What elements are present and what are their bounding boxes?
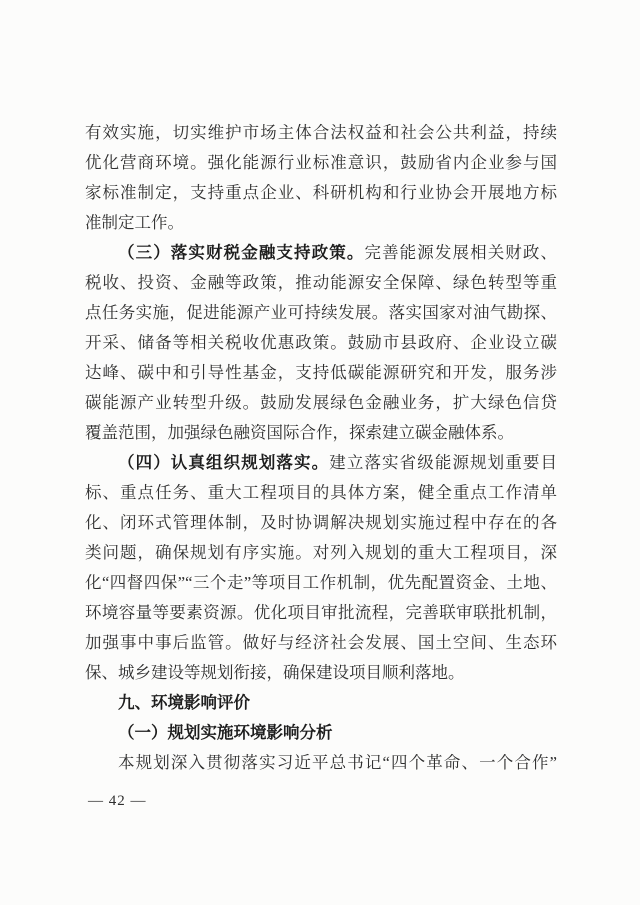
bold-run: （四）认真组织规划落实。 xyxy=(118,453,330,472)
text-line xyxy=(85,178,557,208)
text-line xyxy=(85,118,557,148)
text-line xyxy=(85,148,557,178)
text-run: 建立落实省级能源规划重要目 xyxy=(329,453,558,472)
text-line xyxy=(85,268,557,298)
text-run: 优化营商环境。强化能源行业标准意识，鼓励省内企业参与国 xyxy=(85,153,557,172)
document-body xyxy=(85,118,557,778)
text-run: 化“四督四保”“三个走”等项目工作机制，优先配置资金、土地、 xyxy=(85,573,557,592)
text-run: 有效实施，切实维护市场主体合法权益和社会公共利益，持续 xyxy=(85,123,557,142)
sub-heading xyxy=(85,718,557,748)
text-run: 本规划深入贯彻落实习近平总书记“四个革命、一个合作” xyxy=(118,753,557,772)
text-run: 点任务实施，促进能源产业可持续发展。落实国家对油气勘探、 xyxy=(85,303,557,322)
bold-run: （三）落实财税金融支持政策。 xyxy=(118,243,365,262)
text-run: 准制定工作。 xyxy=(85,213,184,232)
text-run: 类问题，确保规划有序实施。对列入规划的重大工程项目，深 xyxy=(85,543,557,562)
text-line xyxy=(85,418,557,448)
text-line xyxy=(85,208,557,238)
text-run: 化、闭环式管理体制，及时协调解决规划实施过程中存在的各 xyxy=(85,513,557,532)
text-line xyxy=(85,328,557,358)
text-run: 标、重点任务、重大工程项目的具体方案，健全重点工作清单 xyxy=(85,483,557,502)
text-run: 环境容量等要素资源。优化项目审批流程，完善联审联批机制， xyxy=(85,603,557,622)
section-heading xyxy=(85,688,557,718)
text-run: 完善能源发展相关财政、 xyxy=(364,243,558,262)
page-number: — 42 — xyxy=(88,793,147,809)
text-run: 开采、储备等相关税收优惠政策。鼓励市县政府、企业设立碳 xyxy=(85,333,557,352)
text-line xyxy=(85,628,557,658)
text-line xyxy=(85,238,557,268)
text-line xyxy=(85,748,557,778)
text-line xyxy=(85,478,557,508)
text-run: 覆盖范围，加强绿色融资国际合作，探索建立碳金融体系。 xyxy=(85,423,514,442)
text-run: 碳能源产业转型升级。鼓励发展绿色金融业务，扩大绿色信贷 xyxy=(85,393,557,412)
text-line xyxy=(85,658,557,688)
text-line xyxy=(85,448,557,478)
text-line xyxy=(85,358,557,388)
text-run: 达峰、碳中和引导性基金，支持低碳能源研究和开发，服务涉 xyxy=(85,363,557,382)
text-line xyxy=(85,598,557,628)
text-line xyxy=(85,508,557,538)
text-run: 加强事中事后监管。做好与经济社会发展、国土空间、生态环 xyxy=(85,633,557,652)
text-run: 税收、投资、金融等政策，推动能源安全保障、绿色转型等重 xyxy=(85,273,557,292)
bold-run: （一）规划实施环境影响分析 xyxy=(118,723,333,742)
text-run: 保、城乡建设等规划衔接，确保建设项目顺利落地。 xyxy=(85,663,465,682)
text-line xyxy=(85,538,557,568)
text-line xyxy=(85,388,557,418)
text-line xyxy=(85,568,557,598)
bold-run: 九、环境影响评价 xyxy=(118,694,250,712)
text-line xyxy=(85,298,557,328)
text-run: 家标准制定，支持重点企业、科研机构和行业协会开展地方标 xyxy=(85,183,557,202)
